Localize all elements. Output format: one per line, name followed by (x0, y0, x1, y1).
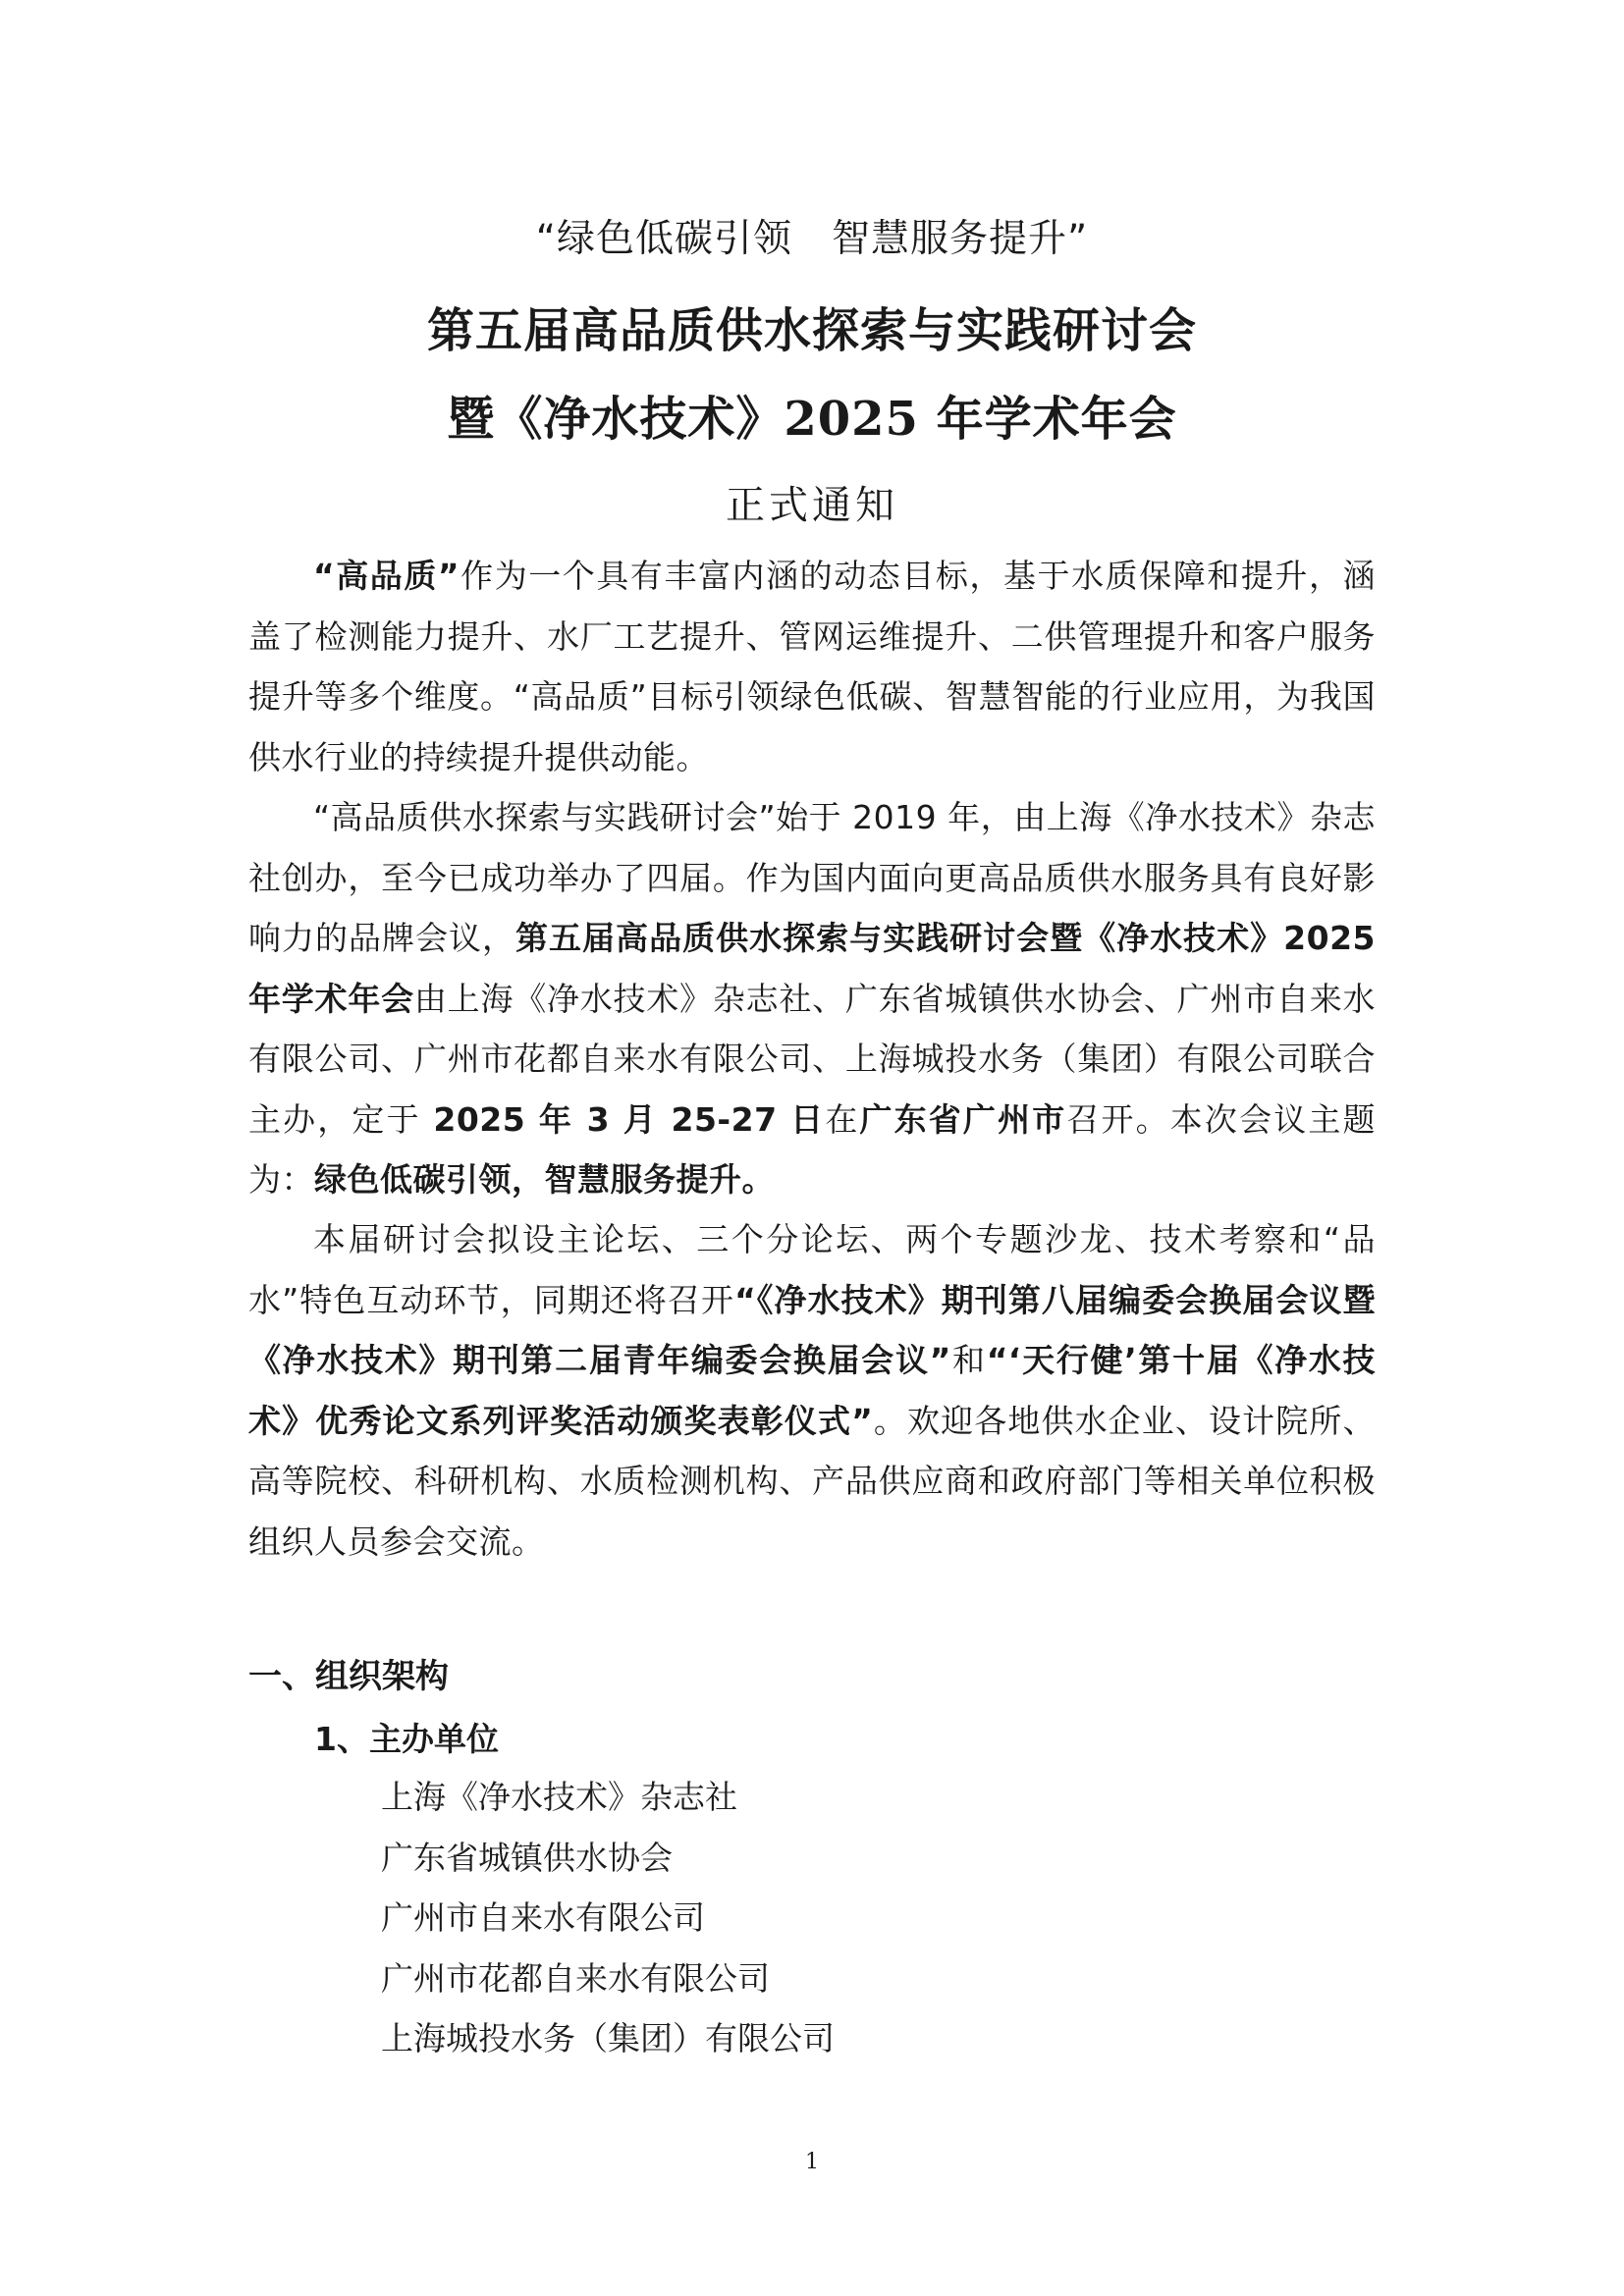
organizer-list (381, 1767, 835, 2069)
paragraph-text: 。欢迎各地供水企业、设计院所、高等院校、科研机构、水质检测机构、产品供应商和政府部门等相关单位积极组织人员参会交流。 (248, 1401, 1376, 1561)
bold-lead: “高品质” (313, 557, 460, 595)
document-title-line-1: 第五届高品质供水探索与实践研讨会 (426, 303, 1197, 358)
subsection-heading-hosts: 1、主办单位 (314, 1720, 499, 1758)
section-heading-organization: 一、组织架构 (248, 1657, 449, 1696)
list-item: 广东省城镇供水协会 (381, 1838, 673, 1877)
slogan-part-1: “绿色低碳引领 (535, 217, 792, 261)
paragraph-text: 和 (950, 1341, 987, 1379)
paragraph-text: “高品质供水探索与实践研讨会”始于 2019 年，由上海《净水技术》杂志社创办，至今已成功举办了四届。作为国内面向更高品质供水服务具有良好影响力的品牌会议， (248, 798, 1376, 957)
list-item: 广州市自来水有限公司 (381, 1898, 705, 1937)
paragraph-conference-info (248, 787, 1376, 1210)
award-ceremony: “‘天行健’第十届《净水技术》优秀论文系列评奖活动颁奖表彰仪式” (248, 1341, 1376, 1440)
list-item: 上海城投水务（集团）有限公司 (381, 2019, 835, 2057)
paragraph-intro (248, 546, 1376, 787)
page-number: 1 (805, 2150, 819, 2174)
document-title-line-2: 暨《净水技术》2025 年学术年会 (447, 392, 1177, 447)
conference-slogan (0, 208, 1624, 263)
paragraph-program (248, 1209, 1376, 1572)
conference-theme: 绿色低碳引领，智慧服务提升。 (314, 1160, 775, 1199)
conference-date: 2025 年 3 月 25-27 日 (433, 1099, 826, 1139)
list-item: 广州市花都自来水有限公司 (381, 1958, 770, 1998)
conference-location: 广东省广州市 (859, 1099, 1067, 1139)
paragraph-text: 由上海《净水技术》杂志社、广东省城镇供水协会、广州市自来水有限公司、广州市花都自来水有限公司、上海城投水务（集团）有限公司联合主办，定于 (248, 979, 1377, 1139)
paragraph-text: 在 (825, 1099, 860, 1139)
document-subtitle: 正式通知 (726, 483, 898, 528)
slogan-part-2: 智慧服务提升” (832, 217, 1089, 261)
list-item: 上海《净水技术》杂志社 (381, 1778, 737, 1816)
conference-full-name: 第五届高品质供水探索与实践研讨会暨《净水技术》2025 年学术年会 (248, 919, 1376, 1018)
paragraph-text: 召开。本次会议主题为： (248, 1099, 1377, 1199)
paragraph-text: 作为一个具有丰富内涵的动态目标，基于水质保障和提升，涵盖了检测能力提升、水厂工艺提升、管网运维提升、二供管理提升和客户服务提升等多个维度。“高品质”目标引领绿色低碳、智慧智能的行业应用，为我国供水行业的持续提升提供动能。 (248, 557, 1376, 776)
paragraph-text: 本届研讨会拟设主论坛、三个分论坛、两个专题沙龙、技术考察和“品水”特色互动环节，同期还将召开 (248, 1220, 1376, 1319)
concurrent-meeting: “《净水技术》期刊第八届编委会换届会议暨《净水技术》期刊第二届青年编委会换届会议” (248, 1280, 1376, 1379)
